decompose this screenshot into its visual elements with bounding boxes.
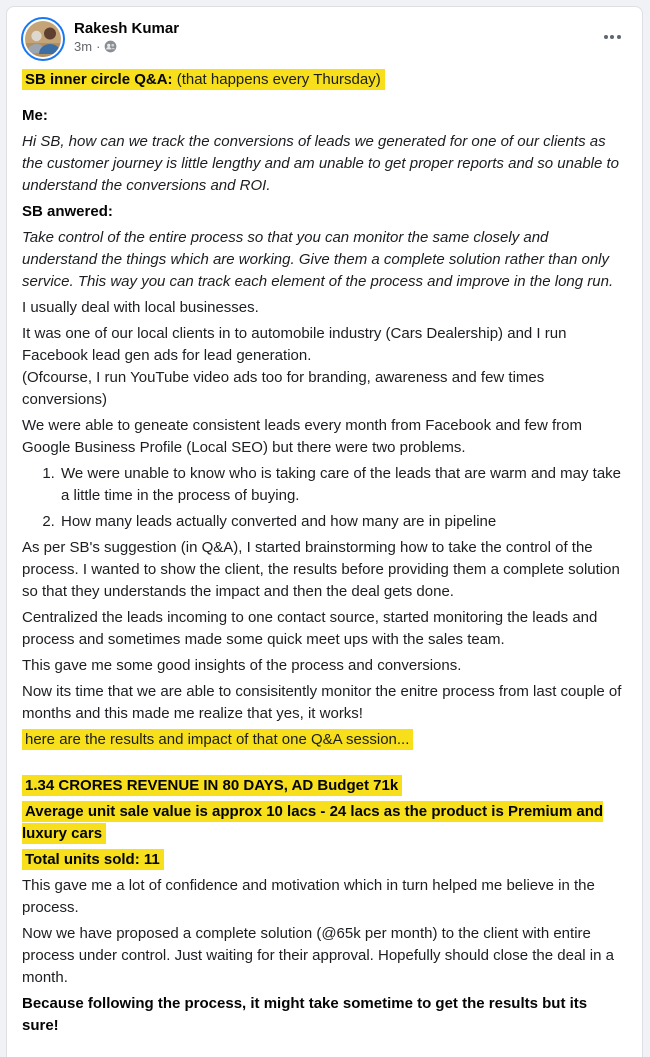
text-segment: here are the results and impact of that one Q&A session... (25, 731, 410, 748)
text-segment: SB anwered: (22, 203, 113, 220)
post-paragraph (22, 69, 627, 91)
post-paragraph (22, 131, 627, 197)
post-paragraph (22, 227, 627, 293)
highlighted-text (22, 775, 402, 796)
avatar-photo (25, 21, 61, 57)
timestamp[interactable]: 3m (74, 39, 93, 54)
text-segment: It was one of our local clients in to automobile industry (Cars Dealership) and I run Facebook lead gen ads for lead generation. (Ofcourse, I run YouTube video ads too for branding, awareness and few times conversions) (22, 325, 567, 408)
post-paragraph (22, 801, 627, 845)
ellipsis-icon (604, 35, 608, 39)
ellipsis-icon (617, 35, 621, 39)
avatar[interactable] (21, 17, 65, 61)
list-item: 2. How many leads actually converted and how many are in pipeline (59, 511, 627, 533)
post-meta (74, 38, 596, 55)
text-segment: This gave me some good insights of the process and conversions. (22, 657, 462, 674)
meta-separator: · (96, 39, 101, 54)
text-segment: Total units sold: 11 (25, 851, 160, 868)
post-paragraph (22, 775, 627, 797)
highlighted-text (22, 69, 385, 90)
post-paragraph (22, 201, 627, 223)
post-paragraph (22, 993, 627, 1037)
text-segment: We were able to geneate consistent leads every month from Facebook and few from Google Business Profile (Local SEO) but there were two problems. (22, 417, 583, 456)
post-paragraph (22, 849, 627, 871)
text-segment: Average unit sale value is approx 10 lacs - 24 lacs as the product is Premium and luxury cars (22, 803, 604, 842)
post-paragraph (22, 655, 627, 677)
text-segment: SB inner circle Q&A: (25, 71, 173, 88)
text-segment: 1.34 CRORES REVENUE IN 80 DAYS, AD Budget 71k (25, 777, 399, 794)
text-segment: Take control of the entire process so that you can monitor the same closely and understand the things which are working. Give them a complete solution rather than only service. This way you can track each element of the process and improve in the long run. (22, 229, 614, 290)
post-content (7, 67, 642, 1057)
text-segment: Hi SB, how can we track the conversions of leads we generated for one of our clients as the customer journey is little lengthy and am unable to get proper reports and so unable to understand the conversions and ROI. (22, 133, 620, 194)
post-menu-button[interactable] (596, 21, 628, 53)
text-segment: Centralized the leads incoming to one contact source, started monitoring the leads and process and sometimes made some quick meet ups with the sales team. (22, 609, 598, 648)
text-segment: Now we have proposed a complete solution (@65k per month) to the client with entire process under control. Just waiting for their approval. Hopefully should close the deal in a month. (22, 925, 614, 986)
friends-icon (104, 40, 117, 53)
highlighted-text (22, 729, 413, 750)
post-paragraph (22, 681, 627, 725)
post-paragraph (22, 875, 627, 919)
author-name[interactable]: Rakesh Kumar (74, 20, 180, 37)
post-paragraph (22, 297, 627, 319)
text-segment: Me: (22, 107, 48, 124)
highlighted-text (22, 849, 164, 870)
text-segment: This gave me a lot of confidence and motivation which in turn helped me believe in the process. (22, 877, 595, 916)
ellipsis-icon (610, 35, 614, 39)
post-paragraph (22, 607, 627, 651)
post-paragraph (22, 729, 627, 751)
numbered-list (22, 463, 627, 533)
post-paragraph (22, 415, 627, 459)
post-paragraph (22, 537, 627, 603)
highlighted-text (22, 801, 603, 844)
text-segment: Now its time that we are able to consisitently monitor the enitre process from last couple of months and this made me realize that yes, it works! (22, 683, 622, 722)
post-paragraph (22, 105, 627, 127)
paragraph-spacer (22, 755, 627, 775)
post-paragraph (22, 323, 627, 411)
header-info (74, 17, 596, 55)
text-segment: Because following the process, it might take sometime to get the results but its sure! (22, 995, 588, 1034)
list-item: 1. We were unable to know who is taking care of the leads that are warm and may take a little time in the process of buying. (59, 463, 627, 507)
text-segment: (that happens every Thursday) (172, 71, 381, 88)
text-segment: As per SB's suggestion (in Q&A), I started brainstorming how to take the control of the process. I wanted to show the client, the results before providing them a complete solution so that they understands the impact and then the deal gets done. (22, 539, 620, 600)
post-paragraph (22, 923, 627, 989)
text-segment: I usually deal with local businesses. (22, 299, 259, 316)
post-card (6, 6, 643, 1057)
post-header (7, 7, 642, 67)
